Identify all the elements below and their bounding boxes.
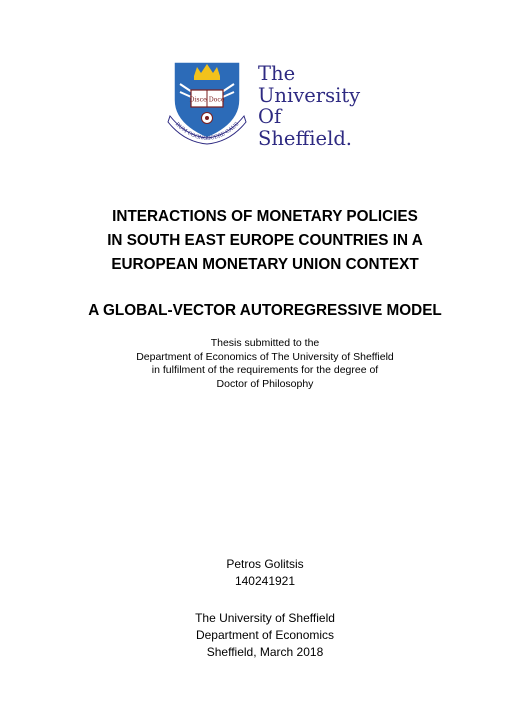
institution-line: Department of Economics (195, 628, 335, 642)
university-logo (164, 56, 364, 156)
student-id: 140241921 (234, 574, 296, 588)
submission-line: Department of Economics of The University of Sheffield (136, 350, 394, 363)
title-line: INTERACTIONS OF MONETARY POLICIES (112, 208, 418, 225)
thesis-subtitle: A GLOBAL-VECTOR AUTOREGRESSIVE MODEL (88, 302, 442, 319)
submission-line: Doctor of Philosophy (216, 377, 314, 390)
thesis-title (0, 205, 530, 277)
author-name: Petros Golitsis (226, 557, 304, 571)
submission-statement (0, 337, 530, 391)
title-line: EUROPEAN MONETARY UNION CONTEXT (111, 256, 419, 273)
institution-block (0, 610, 530, 661)
author-block (0, 556, 530, 590)
wordmark-line: University (258, 83, 361, 107)
title-line: IN SOUTH EAST EUROPE COUNTRIES IN A (107, 232, 423, 249)
crest-scroll-text: RUM COGNOSCERE CAUS (173, 121, 241, 143)
submission-line: in fulfilment of the requirements for the degree of (151, 364, 379, 376)
wordmark-line: Of (258, 105, 282, 128)
crest-motto: Disce Doce (189, 96, 225, 104)
submission-line: Thesis submitted to the (210, 337, 320, 349)
institution-line: Sheffield, March 2018 (206, 645, 324, 659)
wordmark-line: Sheffield. (258, 126, 353, 150)
university-wordmark (258, 63, 360, 149)
wordmark-line: The (258, 62, 296, 85)
institution-line: The University of Sheffield (195, 611, 335, 625)
university-crest-icon (164, 56, 250, 146)
